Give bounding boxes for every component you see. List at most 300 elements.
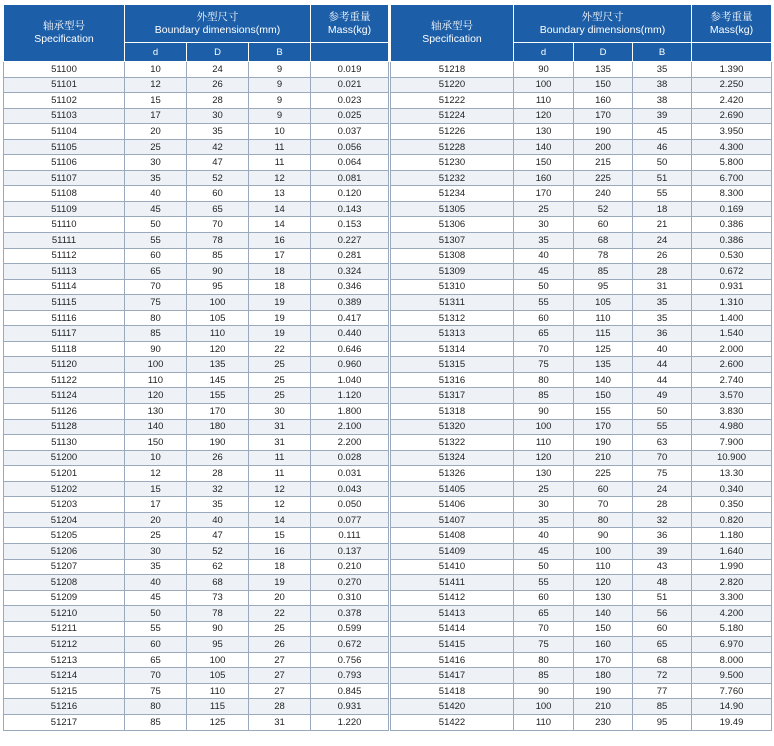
sub-header-D: D	[187, 43, 249, 62]
D-cell: 95	[574, 279, 633, 295]
B-cell: 31	[249, 435, 311, 451]
D-cell: 225	[574, 466, 633, 482]
table-row	[4, 279, 389, 295]
D-cell: 135	[187, 357, 249, 373]
d-cell: 100	[125, 357, 187, 373]
mass-cell: 14.90	[692, 699, 772, 715]
table-row	[391, 497, 772, 513]
D-cell: 155	[574, 404, 633, 420]
B-cell: 11	[249, 466, 311, 482]
mass-cell: 5.800	[692, 155, 772, 171]
d-cell: 70	[514, 621, 574, 637]
D-cell: 62	[187, 559, 249, 575]
mass-cell: 0.143	[311, 201, 389, 217]
d-cell: 12	[125, 77, 187, 93]
D-cell: 110	[187, 683, 249, 699]
table-row	[4, 357, 389, 373]
table-row	[4, 450, 389, 466]
spec-cell: 51115	[4, 295, 125, 311]
spec-cell: 51205	[4, 528, 125, 544]
d-cell: 12	[125, 466, 187, 482]
d-cell: 110	[514, 435, 574, 451]
table-row	[391, 264, 772, 280]
d-cell: 40	[125, 186, 187, 202]
B-cell: 56	[633, 606, 692, 622]
D-cell: 210	[574, 699, 633, 715]
D-cell: 115	[187, 699, 249, 715]
B-cell: 65	[633, 637, 692, 653]
B-cell: 16	[249, 233, 311, 249]
D-cell: 200	[574, 139, 633, 155]
B-cell: 38	[633, 93, 692, 109]
table-row	[391, 621, 772, 637]
D-cell: 190	[574, 683, 633, 699]
D-cell: 140	[574, 606, 633, 622]
spec-cell: 51405	[391, 481, 514, 497]
d-cell: 90	[125, 341, 187, 357]
table-row	[391, 248, 772, 264]
D-cell: 160	[574, 93, 633, 109]
d-cell: 15	[125, 93, 187, 109]
D-cell: 70	[574, 497, 633, 513]
B-cell: 77	[633, 683, 692, 699]
spec-cell: 51100	[4, 62, 125, 78]
d-cell: 130	[125, 404, 187, 420]
B-cell: 18	[249, 559, 311, 575]
D-cell: 95	[187, 279, 249, 295]
table-row	[4, 186, 389, 202]
D-cell: 105	[574, 295, 633, 311]
mass-cell: 0.137	[311, 543, 389, 559]
d-cell: 75	[514, 357, 574, 373]
spec-cell: 51406	[391, 497, 514, 513]
mass-cell: 2.200	[311, 435, 389, 451]
d-cell: 110	[514, 93, 574, 109]
spec-cell: 51416	[391, 652, 514, 668]
spec-cell: 51208	[4, 575, 125, 591]
table-row	[391, 108, 772, 124]
table-row	[391, 217, 772, 233]
d-cell: 50	[125, 606, 187, 622]
table-row	[4, 201, 389, 217]
d-cell: 100	[514, 77, 574, 93]
spec-cell: 51220	[391, 77, 514, 93]
spec-cell: 51305	[391, 201, 514, 217]
spec-cell: 51407	[391, 512, 514, 528]
table-row	[391, 528, 772, 544]
B-cell: 45	[633, 124, 692, 140]
table-row	[4, 124, 389, 140]
d-cell: 100	[514, 699, 574, 715]
D-cell: 125	[187, 714, 249, 730]
bearing-table-right	[390, 4, 772, 731]
d-cell: 70	[514, 341, 574, 357]
d-cell: 160	[514, 170, 574, 186]
table-row	[391, 404, 772, 420]
B-cell: 21	[633, 217, 692, 233]
D-cell: 215	[574, 155, 633, 171]
d-cell: 30	[125, 543, 187, 559]
spec-cell: 51202	[4, 481, 125, 497]
table-row	[391, 279, 772, 295]
D-cell: 78	[187, 233, 249, 249]
D-cell: 90	[574, 528, 633, 544]
mass-cell: 0.350	[692, 497, 772, 513]
B-cell: 27	[249, 683, 311, 699]
B-cell: 22	[249, 341, 311, 357]
d-cell: 15	[125, 481, 187, 497]
B-cell: 9	[249, 93, 311, 109]
D-cell: 85	[574, 264, 633, 280]
d-cell: 17	[125, 108, 187, 124]
D-cell: 78	[574, 248, 633, 264]
D-cell: 68	[574, 233, 633, 249]
table-row	[4, 388, 389, 404]
spec-cell: 51408	[391, 528, 514, 544]
spec-cell: 51418	[391, 683, 514, 699]
d-cell: 50	[125, 217, 187, 233]
D-cell: 170	[574, 419, 633, 435]
mass-cell: 0.281	[311, 248, 389, 264]
D-cell: 210	[574, 450, 633, 466]
mass-cell: 0.386	[692, 233, 772, 249]
mass-cell: 8.000	[692, 652, 772, 668]
mass-cell: 4.980	[692, 419, 772, 435]
B-cell: 75	[633, 466, 692, 482]
table-row	[391, 512, 772, 528]
B-cell: 14	[249, 512, 311, 528]
B-cell: 70	[633, 450, 692, 466]
D-cell: 170	[574, 108, 633, 124]
mass-cell: 0.324	[311, 264, 389, 280]
mass-cell: 0.793	[311, 668, 389, 684]
table-row	[391, 139, 772, 155]
mass-cell: 0.530	[692, 248, 772, 264]
table-row	[4, 372, 389, 388]
d-cell: 30	[125, 155, 187, 171]
mass-cell: 0.153	[311, 217, 389, 233]
table-row	[4, 575, 389, 591]
d-cell: 70	[125, 668, 187, 684]
table-row	[4, 404, 389, 420]
d-cell: 45	[514, 264, 574, 280]
mass-cell: 0.960	[311, 357, 389, 373]
d-cell: 110	[514, 714, 574, 730]
mass-cell: 0.845	[311, 683, 389, 699]
B-cell: 19	[249, 575, 311, 591]
B-cell: 16	[249, 543, 311, 559]
mass-cell: 2.690	[692, 108, 772, 124]
D-cell: 130	[574, 590, 633, 606]
table-row	[4, 621, 389, 637]
table-row	[4, 668, 389, 684]
mass-cell: 6.700	[692, 170, 772, 186]
spec-cell: 51409	[391, 543, 514, 559]
table-row	[4, 606, 389, 622]
B-cell: 18	[249, 264, 311, 280]
spec-cell: 51200	[4, 450, 125, 466]
B-cell: 28	[249, 699, 311, 715]
B-cell: 15	[249, 528, 311, 544]
d-cell: 55	[125, 233, 187, 249]
table-row	[391, 450, 772, 466]
d-cell: 100	[514, 419, 574, 435]
table-row	[4, 93, 389, 109]
D-cell: 73	[187, 590, 249, 606]
D-cell: 170	[574, 652, 633, 668]
spec-cell: 51211	[4, 621, 125, 637]
mass-cell: 7.900	[692, 435, 772, 451]
mass-cell: 0.931	[311, 699, 389, 715]
mass-cell: 2.600	[692, 357, 772, 373]
B-cell: 20	[249, 590, 311, 606]
spec-cell: 51307	[391, 233, 514, 249]
d-cell: 80	[125, 310, 187, 326]
d-cell: 55	[514, 295, 574, 311]
d-cell: 85	[125, 326, 187, 342]
d-cell: 35	[514, 233, 574, 249]
d-cell: 85	[514, 388, 574, 404]
table-row	[4, 590, 389, 606]
table-row	[4, 248, 389, 264]
table-row	[391, 481, 772, 497]
B-cell: 39	[633, 543, 692, 559]
d-cell: 10	[125, 62, 187, 78]
spec-cell: 51228	[391, 139, 514, 155]
mass-cell: 9.500	[692, 668, 772, 684]
table-row	[391, 668, 772, 684]
D-cell: 24	[187, 62, 249, 78]
table-row	[391, 466, 772, 482]
table-row	[4, 295, 389, 311]
D-cell: 225	[574, 170, 633, 186]
spec-cell: 51114	[4, 279, 125, 295]
mass-cell: 1.310	[692, 295, 772, 311]
table-row	[391, 62, 772, 78]
sub-header-mass-blank	[692, 43, 772, 62]
table-row	[4, 170, 389, 186]
d-cell: 35	[514, 512, 574, 528]
table-row	[4, 155, 389, 171]
table-row	[391, 77, 772, 93]
sub-header-d: d	[514, 43, 574, 62]
d-cell: 40	[125, 575, 187, 591]
D-cell: 60	[574, 481, 633, 497]
mass-cell: 0.169	[692, 201, 772, 217]
spec-cell: 51107	[4, 170, 125, 186]
mass-cell: 1.540	[692, 326, 772, 342]
d-cell: 130	[514, 124, 574, 140]
D-cell: 190	[187, 435, 249, 451]
B-cell: 14	[249, 217, 311, 233]
mass-cell: 10.900	[692, 450, 772, 466]
mass-cell: 0.931	[692, 279, 772, 295]
spec-cell: 51111	[4, 233, 125, 249]
spec-cell: 51420	[391, 699, 514, 715]
mass-cell: 0.064	[311, 155, 389, 171]
d-cell: 17	[125, 497, 187, 513]
table-row	[4, 497, 389, 513]
spec-cell: 51222	[391, 93, 514, 109]
d-cell: 50	[514, 559, 574, 575]
B-cell: 49	[633, 388, 692, 404]
B-cell: 9	[249, 62, 311, 78]
table-row	[4, 310, 389, 326]
mass-cell: 2.820	[692, 575, 772, 591]
B-cell: 17	[249, 248, 311, 264]
D-cell: 110	[574, 310, 633, 326]
d-cell: 70	[125, 279, 187, 295]
spec-cell: 51317	[391, 388, 514, 404]
D-cell: 52	[574, 201, 633, 217]
B-cell: 26	[249, 637, 311, 653]
mass-cell: 0.340	[692, 481, 772, 497]
mass-cell: 6.970	[692, 637, 772, 653]
spec-cell: 51101	[4, 77, 125, 93]
d-cell: 65	[125, 652, 187, 668]
D-cell: 35	[187, 497, 249, 513]
spec-cell: 51326	[391, 466, 514, 482]
spec-cell: 51106	[4, 155, 125, 171]
spec-cell: 51120	[4, 357, 125, 373]
d-cell: 80	[514, 372, 574, 388]
B-cell: 35	[633, 62, 692, 78]
d-cell: 35	[125, 559, 187, 575]
B-cell: 12	[249, 481, 311, 497]
spec-cell: 51316	[391, 372, 514, 388]
spec-cell: 51218	[391, 62, 514, 78]
spec-cell: 51116	[4, 310, 125, 326]
table-row	[391, 124, 772, 140]
B-cell: 12	[249, 170, 311, 186]
spec-cell: 51413	[391, 606, 514, 622]
d-cell: 130	[514, 466, 574, 482]
spec-cell: 51412	[391, 590, 514, 606]
B-cell: 95	[633, 714, 692, 730]
mass-cell: 0.037	[311, 124, 389, 140]
mass-cell: 0.111	[311, 528, 389, 544]
D-cell: 40	[187, 512, 249, 528]
D-cell: 150	[574, 621, 633, 637]
mass-cell: 0.756	[311, 652, 389, 668]
table-row	[391, 326, 772, 342]
mass-cell: 3.570	[692, 388, 772, 404]
table-row	[4, 637, 389, 653]
spec-cell: 51410	[391, 559, 514, 575]
table-row	[4, 264, 389, 280]
mass-cell: 0.417	[311, 310, 389, 326]
B-cell: 51	[633, 590, 692, 606]
D-cell: 30	[187, 108, 249, 124]
spec-cell: 51207	[4, 559, 125, 575]
spec-header: 轴承型号 Specification	[391, 5, 514, 62]
table-row	[391, 93, 772, 109]
d-cell: 65	[125, 264, 187, 280]
mass-cell: 0.820	[692, 512, 772, 528]
D-cell: 240	[574, 186, 633, 202]
B-cell: 11	[249, 139, 311, 155]
D-cell: 170	[187, 404, 249, 420]
mass-cell: 1.180	[692, 528, 772, 544]
mass-cell: 8.300	[692, 186, 772, 202]
mass-cell: 0.646	[311, 341, 389, 357]
spec-cell: 51313	[391, 326, 514, 342]
B-cell: 25	[249, 372, 311, 388]
spec-cell: 51411	[391, 575, 514, 591]
spec-cell: 51210	[4, 606, 125, 622]
B-cell: 9	[249, 77, 311, 93]
d-cell: 120	[514, 108, 574, 124]
mass-cell: 2.250	[692, 77, 772, 93]
table-row	[4, 512, 389, 528]
D-cell: 70	[187, 217, 249, 233]
mass-cell: 0.023	[311, 93, 389, 109]
d-cell: 120	[125, 388, 187, 404]
D-cell: 115	[574, 326, 633, 342]
table-row	[391, 435, 772, 451]
B-cell: 25	[249, 388, 311, 404]
spec-cell: 51206	[4, 543, 125, 559]
B-cell: 28	[633, 497, 692, 513]
d-cell: 45	[125, 590, 187, 606]
D-cell: 120	[187, 341, 249, 357]
sub-header-B: B	[249, 43, 311, 62]
table-row	[4, 683, 389, 699]
B-cell: 44	[633, 372, 692, 388]
D-cell: 100	[187, 652, 249, 668]
table-row	[391, 606, 772, 622]
table-row	[391, 590, 772, 606]
mass-cell: 0.025	[311, 108, 389, 124]
dims-header: 外型尺寸 Boundary dimensions(mm)	[514, 5, 692, 43]
table-row	[391, 201, 772, 217]
spec-cell: 51309	[391, 264, 514, 280]
B-cell: 46	[633, 139, 692, 155]
D-cell: 150	[574, 77, 633, 93]
table-row	[391, 341, 772, 357]
B-cell: 68	[633, 652, 692, 668]
spec-cell: 51109	[4, 201, 125, 217]
d-cell: 65	[514, 326, 574, 342]
mass-cell: 0.346	[311, 279, 389, 295]
table-row	[4, 481, 389, 497]
spec-cell: 51226	[391, 124, 514, 140]
spec-cell: 51422	[391, 714, 514, 730]
mass-cell: 3.830	[692, 404, 772, 420]
D-cell: 135	[574, 62, 633, 78]
d-cell: 25	[514, 201, 574, 217]
B-cell: 60	[633, 621, 692, 637]
D-cell: 125	[574, 341, 633, 357]
table-row	[4, 419, 389, 435]
spec-cell: 51306	[391, 217, 514, 233]
D-cell: 180	[574, 668, 633, 684]
d-cell: 150	[125, 435, 187, 451]
d-cell: 40	[514, 528, 574, 544]
mass-cell: 4.200	[692, 606, 772, 622]
spec-cell: 51318	[391, 404, 514, 420]
sub-header-d: d	[125, 43, 187, 62]
table-row	[4, 714, 389, 730]
d-cell: 25	[514, 481, 574, 497]
mass-cell: 1.640	[692, 543, 772, 559]
table-row	[391, 559, 772, 575]
D-cell: 95	[187, 637, 249, 653]
D-cell: 140	[574, 372, 633, 388]
d-cell: 50	[514, 279, 574, 295]
B-cell: 9	[249, 108, 311, 124]
mass-cell: 0.050	[311, 497, 389, 513]
